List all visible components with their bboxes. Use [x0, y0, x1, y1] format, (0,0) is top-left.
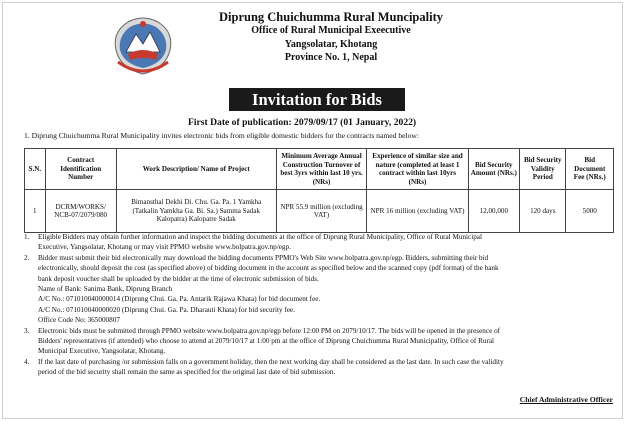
- intro-text: 1. Diprung Chuichumma Rural Municipality invites electronic bids from eligible domestic bidders for the contracts named below:: [24, 131, 419, 140]
- table-header-cell: Bid Security Amount (NRs.): [468, 149, 520, 190]
- note-line: Office Code No: 365000807: [38, 316, 120, 325]
- note-item: [24, 357, 618, 378]
- note-line: Executive, Yangsolatar, Khotang or may visit PPMO website www.bolpatra.gov.np/egp.: [38, 243, 291, 252]
- cell-turnover: NPR 55.9 million (excluding VAT): [276, 190, 367, 233]
- note-line: If the last date of purchasing /or submission falls on a government holiday, then the next working day shall be considered as the last date. In such case the validity: [38, 357, 504, 366]
- org-name: Diprung Chuichumma Rural Muncipality: [219, 10, 443, 24]
- cell-bid-security: 12,00,000: [468, 190, 520, 233]
- note-line: Bidders' representatives (if attended) who choose to attend at 2079/10/17 at 1:00 pm at the office of Diprung Chuichumma Rural Municipality, Office of Rural: [38, 337, 495, 346]
- table-header-cell: Experience of similar size and nature (completed at least 1 contract within last 10yrs (NRs): [367, 149, 468, 190]
- table-header-cell: Minimum Average Annual Construction Turnover of best 3yrs within last 10 yrs. (NRs): [276, 149, 367, 190]
- note-number: 3.: [24, 326, 30, 335]
- table-header-cell: S.N.: [25, 149, 46, 190]
- publication-date: First Date of publication: 2079/09/17 (01 January, 2022): [188, 117, 417, 128]
- note-item: [24, 326, 618, 357]
- note-line: Eligible Bidders may obtain further information and inspect the bidding documents at the office of Diprung Rural Municipality, Office of Rural Municipal: [38, 233, 482, 241]
- note-line: bank deposit voucher shall be uploaded by the bidder at the time of electronic submission of bids.: [38, 274, 319, 283]
- table-header-cell: Work Description/ Name of Project: [116, 149, 276, 190]
- page-title: Invitation for Bids: [229, 88, 405, 111]
- cell-sn: 1: [25, 190, 46, 233]
- note-number: 1.: [24, 233, 30, 241]
- note-line: A/C No.: 071010040000014 (Diprung Chui. Ga. Pa. Antarik Rajawa Khata) for bid document fee.: [38, 295, 321, 304]
- province-name: Province No. 1, Nepal: [284, 52, 378, 63]
- cell-contract-id: DCRM/WORKS/ NCB-07/2079/080: [45, 190, 116, 233]
- note-item: [24, 232, 618, 253]
- note-line: A/C No.: 071010040000020 (Diprung Chui. Ga. Pa. Dharauti Khata) for bid security fee.: [38, 305, 295, 314]
- notes-list: [24, 232, 618, 378]
- signature-title: Chief Administrative Officer: [519, 395, 613, 404]
- note-line: Bidder must submit their bid electronically may download the bidding documents PPMO's Web Site www.bolpatra.gov.np/egp. Bidders, submitting their bid: [38, 253, 489, 262]
- bids-table: [24, 148, 614, 233]
- place-name: Yangsolatar, Khotang: [284, 39, 378, 50]
- note-line: electronically, should deposit the cost (as specified above) of bidding document in the account as specified below and the scanned copy (pdf format) of the bank: [38, 264, 499, 273]
- note-item: [24, 253, 618, 326]
- note-number: 4.: [24, 357, 30, 366]
- note-number: 2.: [24, 253, 30, 262]
- note-line: Municipal Executive, Yangsolatar, Khotang.: [38, 347, 166, 356]
- office-name: Office of Rural Municipal Exeecutive: [251, 25, 411, 36]
- cell-work-description: Bimansthal Dekhi Di. Chu. Ga. Pa. 1 Yamkha (Tatkalin Yamkha Ga. Bi. Sa.) Samma Sadak Kalopatra) Kalopatre Sadak: [116, 190, 276, 233]
- note-line: Electronic bids must be submitted through PPMO website www.bolpatra.gov.np/egp before 12:00 PM on 2079/10/17. The bids will be opened in the presence of: [38, 326, 501, 335]
- note-line: Name of Bank: Sanima Bank, Diprung Branch: [38, 285, 173, 294]
- cell-experience: NPR 16 million (excluding VAT): [367, 190, 468, 233]
- note-line: period of the bid security shall remain the same as specified for the original last date of bid submission.: [38, 368, 336, 377]
- cell-document-fee: 5000: [566, 190, 614, 233]
- table-header-cell: Bid Document Fee (NRs.): [566, 149, 614, 190]
- table-header-cell: Contract Identification Number: [45, 149, 116, 190]
- table-header-row: [25, 149, 614, 190]
- cell-validity: 120 days: [520, 190, 566, 233]
- table-header-cell: Bid Security Validity Period: [520, 149, 566, 190]
- table-row: [25, 190, 614, 233]
